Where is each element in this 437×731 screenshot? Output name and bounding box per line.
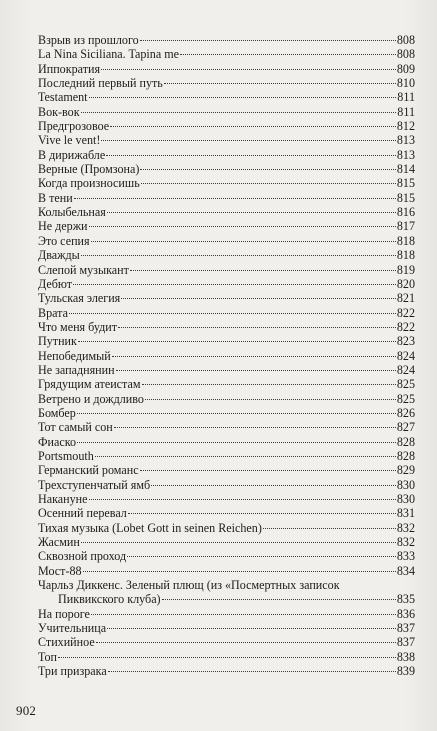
toc-entry [38, 90, 415, 104]
dot-leader [78, 341, 396, 342]
toc-entry-page-number: 813 [396, 133, 415, 148]
toc-entry-page-number: 837 [396, 635, 415, 650]
toc-entry [38, 33, 415, 47]
toc-entry-page-number: 811 [397, 104, 415, 119]
toc-entry-title: Что меня будит [38, 319, 118, 334]
toc-entry-row [38, 90, 415, 104]
dot-leader [142, 384, 396, 385]
toc-entry-row [38, 334, 415, 348]
toc-entry [38, 248, 415, 262]
toc-entry-page-number: 822 [396, 305, 415, 320]
toc-entry-title: Колыбельная [38, 205, 106, 220]
toc-entry-title: Германский романс [38, 463, 139, 478]
toc-entry [38, 62, 415, 76]
toc-entry-row [38, 205, 415, 219]
toc-entry-page-number: 832 [396, 535, 415, 550]
page-number: 902 [16, 703, 37, 718]
dot-leader [110, 126, 396, 127]
toc-entry-page-number: 831 [396, 506, 415, 521]
toc-entry [38, 607, 415, 621]
toc-entry-page-number: 825 [396, 377, 415, 392]
toc-entry-page-number: 837 [396, 621, 415, 636]
toc-entry [38, 47, 415, 61]
toc-entry-title: Взрыв из прошлого [38, 33, 139, 47]
toc-entry [38, 635, 415, 649]
toc-entry-page-number: 814 [396, 162, 415, 177]
toc-entry-row [38, 162, 415, 176]
toc-entry [38, 105, 415, 119]
toc-entry-page-number: 824 [396, 348, 415, 363]
toc-entry-row [38, 148, 415, 162]
toc-entry-title: Трехступенчатый ямб [38, 477, 151, 492]
dot-leader [162, 599, 396, 600]
toc-entry-page-number: 818 [396, 233, 415, 248]
dot-leader [95, 456, 396, 457]
toc-entry-page-number: 825 [396, 391, 415, 406]
dot-leader [81, 255, 396, 256]
toc-entry-title: Тихая музыка (Lobet Gott in seinen Reichen) [38, 520, 262, 535]
toc-entry-row [38, 191, 415, 205]
toc-entry [38, 119, 415, 133]
toc-entry-title: Последний первый путь [38, 76, 163, 91]
toc-entry-title: Тот самый сон [38, 420, 113, 435]
toc-entry-page-number: 813 [396, 147, 415, 162]
dot-leader [81, 542, 396, 543]
toc-entry-title: В тени [38, 190, 73, 205]
dot-leader [140, 169, 395, 170]
toc-entry [38, 277, 415, 291]
toc-entry-row [38, 349, 415, 363]
toc-entry-row [38, 449, 415, 463]
toc-entry-row [38, 320, 415, 334]
toc-entry-page-number: 834 [396, 563, 415, 578]
toc-entry-title: Фиаско [38, 434, 77, 449]
dot-leader [83, 571, 396, 572]
dot-leader [263, 528, 396, 529]
toc-entry-row [38, 263, 415, 277]
toc-entry [38, 162, 415, 176]
toc-entry [38, 463, 415, 477]
toc-entry-page-number: 810 [396, 76, 415, 91]
toc-entry-title: Учительница [38, 621, 107, 636]
toc-entry-title: Это сепия [38, 233, 90, 248]
toc-entry-row [38, 33, 415, 47]
dot-leader [140, 40, 396, 41]
toc-entry-title: На пороге [38, 606, 90, 621]
toc-entry-row [38, 664, 415, 678]
toc-entry [38, 478, 415, 492]
toc-entry [38, 349, 415, 363]
dot-leader [108, 671, 396, 672]
toc-entry-title: Ветрено и дождливо [38, 391, 144, 406]
toc-entry [38, 420, 415, 434]
dot-leader [130, 270, 396, 271]
toc-entry-page-number: 809 [396, 61, 415, 76]
toc-entry-row [38, 621, 415, 635]
toc-entry [38, 291, 415, 305]
toc-entry-row [38, 435, 415, 449]
toc-entry-row [38, 377, 415, 391]
toc-entry [38, 205, 415, 219]
toc-entry-title: Осенний перевал [38, 506, 127, 521]
toc-entry-title: Дважды [38, 248, 80, 263]
toc-entry-page-number: 817 [396, 219, 415, 234]
dot-leader [107, 212, 396, 213]
toc-entry [38, 76, 415, 90]
toc-entry-title: Слепой музыкант [38, 262, 129, 277]
dot-leader [112, 356, 396, 357]
dot-leader [114, 427, 396, 428]
toc-entry-page-number: 816 [396, 205, 415, 220]
toc-entry-row [38, 76, 415, 90]
dot-leader [74, 198, 396, 199]
toc-entry-page-number: 815 [396, 190, 415, 205]
toc-entry-title: Тульская элегия [38, 291, 121, 306]
toc-entry-row [38, 392, 415, 406]
toc-entry-title: La Nina Siciliana. Tapina me [38, 47, 179, 62]
dot-leader [128, 513, 396, 514]
toc-entry [38, 392, 415, 406]
dot-leader [91, 614, 396, 615]
toc-entry-title: Сквозной проход [38, 549, 127, 564]
dot-leader [141, 183, 396, 184]
dot-leader [101, 69, 396, 70]
toc-entry-row [38, 607, 415, 621]
toc-entry-title: Вок-вок [38, 104, 80, 119]
toc-entry-row [38, 564, 415, 578]
toc-entry-page-number: 812 [396, 119, 415, 134]
toc-entry-page-number: 833 [396, 549, 415, 564]
toc-entry-title: Стихийное [38, 635, 95, 650]
toc-entry-title: Бомбер [38, 405, 76, 420]
dot-leader [101, 140, 395, 141]
toc-entry-page-number: 808 [396, 33, 415, 47]
toc-entry-page-number: 818 [396, 248, 415, 263]
toc-entry-page-number: 826 [396, 405, 415, 420]
dot-leader [145, 399, 396, 400]
dot-leader [118, 327, 396, 328]
dot-leader [73, 284, 396, 285]
toc-entry-title: Portsmouth [38, 448, 94, 463]
toc-entry-page-number: 830 [396, 492, 415, 506]
toc-entry [38, 549, 415, 563]
toc-entry [38, 363, 415, 377]
dot-leader [58, 657, 396, 658]
dot-leader [89, 97, 397, 98]
toc-entry [38, 148, 415, 162]
toc-entry-title: Иппократия [38, 61, 101, 76]
toc-entry [38, 320, 415, 334]
toc-entry-row [38, 62, 415, 76]
toc-entry [38, 535, 415, 549]
toc-entry-page-number: 808 [396, 47, 415, 62]
toc-entry-title: Vive le vent! [38, 133, 101, 148]
toc-entry-title-line1: Чарльз Диккенс. Зеленый плющ (из «Посмертных записок [38, 578, 340, 593]
toc-entry-row [38, 234, 415, 248]
dot-leader [89, 226, 396, 227]
toc-entry-row [38, 420, 415, 434]
toc-entry-row [38, 306, 415, 320]
toc-entry [38, 377, 415, 391]
toc-entry-row [38, 119, 415, 133]
toc-entry-title: Грядущим атеистам [38, 377, 141, 392]
dot-leader [121, 298, 396, 299]
toc-entry-multiline [38, 578, 415, 607]
dot-leader [77, 413, 396, 414]
dot-leader [69, 313, 396, 314]
toc-entry-page-number: 820 [396, 276, 415, 291]
toc-entry [38, 506, 415, 520]
toc-entry-page-number: 823 [396, 334, 415, 349]
toc-entry [38, 449, 415, 463]
toc-entry-row [38, 406, 415, 420]
toc-entry-page-number: 821 [396, 291, 415, 306]
toc-entry-page-number: 828 [396, 434, 415, 449]
toc-entry-page-number: 824 [396, 362, 415, 377]
toc-entry-row [38, 635, 415, 649]
toc-entry-page-number: 811 [397, 90, 415, 105]
toc-entry [38, 219, 415, 233]
dot-leader [116, 370, 396, 371]
dot-leader [164, 83, 396, 84]
toc-entry-row [38, 176, 415, 190]
toc-entry [38, 406, 415, 420]
toc-entry-title: Топ [38, 649, 57, 664]
dot-leader [89, 499, 396, 500]
toc-entry-title: Дебют [38, 276, 73, 291]
toc-entry-row [38, 219, 415, 233]
toc-entry-row [38, 549, 415, 563]
toc-entry-page-number: 829 [396, 463, 415, 478]
toc-entry-title: Непобедимый [38, 348, 111, 363]
toc-entry [38, 133, 415, 147]
dot-leader [127, 556, 396, 557]
toc-entry-title: Путник [38, 334, 77, 349]
toc-entry-row [38, 506, 415, 520]
toc-entry-page-number: 819 [396, 262, 415, 277]
dot-leader [81, 112, 397, 113]
toc-entry-title: Накануне [38, 492, 88, 506]
dot-leader [91, 241, 396, 242]
toc-entry [38, 263, 415, 277]
toc-entry [38, 191, 415, 205]
toc-entry-page-number: 827 [396, 420, 415, 435]
dot-leader [77, 442, 396, 443]
toc-entry [38, 435, 415, 449]
toc-entry-title: Жасмин [38, 535, 80, 550]
toc-entry-title: Предгрозовое [38, 119, 110, 134]
toc-entry-title: В дирижабле [38, 147, 106, 162]
toc-entry-page-number: 835 [396, 592, 415, 607]
toc-entry-page-number: 822 [396, 319, 415, 334]
toc-entry [38, 234, 415, 248]
toc-entry [38, 306, 415, 320]
toc-entry-page-number: 830 [396, 477, 415, 492]
toc-entry-row [38, 133, 415, 147]
toc-entry [38, 564, 415, 578]
toc-entry-title: Три призрака [38, 664, 107, 679]
toc-entry-row [38, 291, 415, 305]
toc-entry-title-line2: Пиквикского клуба) [58, 592, 161, 607]
dot-leader [96, 642, 396, 643]
toc-entry-page-number: 838 [396, 649, 415, 664]
toc-entry-row [38, 592, 415, 606]
toc-entry [38, 621, 415, 635]
dot-leader [106, 155, 396, 156]
dot-leader [140, 470, 396, 471]
toc-entry-row [38, 363, 415, 377]
toc-entry-row [38, 521, 415, 535]
toc-entry [38, 664, 415, 678]
toc-entry-title: Когда произносишь [38, 176, 140, 191]
toc-entry-row [38, 492, 415, 506]
toc-entry-row [38, 47, 415, 61]
toc-entry-page-number: 815 [396, 176, 415, 191]
toc-entry-title: Верные (Промзона) [38, 162, 140, 177]
toc-entry-row [38, 248, 415, 262]
dot-leader [107, 628, 396, 629]
toc-entry [38, 650, 415, 664]
toc-entry-row [38, 277, 415, 291]
toc-entry-title: Testament [38, 90, 88, 105]
dot-leader [151, 485, 396, 486]
toc-entry-page-number: 828 [396, 448, 415, 463]
toc-entry-row [38, 478, 415, 492]
toc-entry-page-number: 836 [396, 606, 415, 621]
toc-entry-row [38, 105, 415, 119]
toc-entry-row [38, 535, 415, 549]
toc-entry-row [38, 650, 415, 664]
toc-entry [38, 176, 415, 190]
toc-entry [38, 334, 415, 348]
toc-entry-title: Не держи [38, 219, 88, 234]
toc-entry-title: Не западнянин [38, 362, 115, 377]
toc-entry [38, 521, 415, 535]
toc-entry-page-number: 839 [396, 664, 415, 679]
dot-leader [180, 54, 396, 55]
toc-entry-page-number: 832 [396, 520, 415, 535]
toc-entry-title: Мост-88 [38, 563, 82, 578]
table-of-contents [38, 33, 415, 678]
toc-entry [38, 492, 415, 506]
toc-entry-title: Врата [38, 305, 68, 320]
toc-entry-row [38, 463, 415, 477]
